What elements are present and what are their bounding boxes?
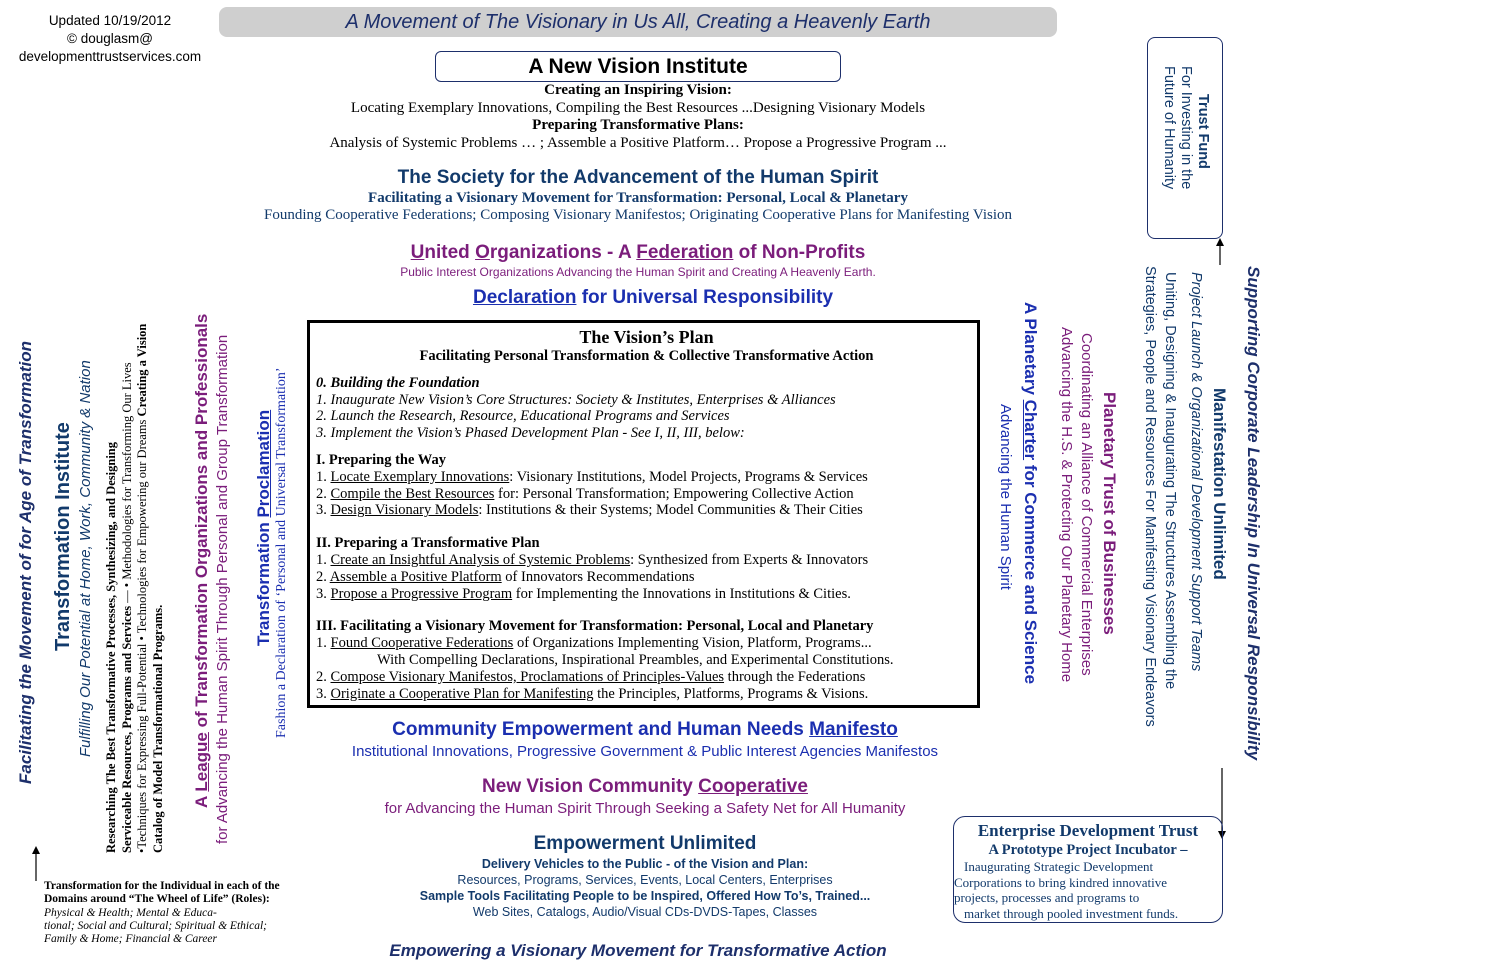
coop-title: New Vision Community Cooperative [482, 776, 808, 797]
community-block [290, 718, 1000, 761]
transformative-plans-head: Preparing Transformative Plans: [532, 117, 744, 133]
league-title: A League of Transformation Organizations and Professionals [192, 313, 211, 808]
s2-item-3: 3. Propose a Progressive Program for Implementing the Innovations in Institutions & Cities. [316, 585, 851, 602]
transformation-institute-sub: Fulfilling Our Potential at Home, Work, Community & Nation [77, 360, 94, 757]
plan-subtitle: Facilitating Personal Transformation & Collective Transformative Action [419, 348, 874, 364]
updated-date: Updated 10/19/2012 [48, 13, 172, 28]
copyright: © douglasm@ [67, 31, 153, 46]
society-block [210, 166, 1066, 224]
edt-line-3: projects, processes and programs to [954, 890, 1140, 905]
community-sub: Institutional Innovations, Progressive Government & Public Interest Agencies Manifestos [351, 743, 939, 760]
edt-title: Enterprise Development Trust [977, 821, 1199, 840]
ptb-line-2: Advancing the H.S. & Protecting Our Planetary Home [1058, 327, 1075, 683]
ptb-line-1: Coordinating an Alliance of Commercial Enterprises [1078, 333, 1095, 676]
s1-head: I. Preparing the Way [316, 451, 446, 468]
society-line: Founding Cooperative Federations; Composing Visionary Manifestos; Originating Cooperative Plans for Manifesting Vision [264, 207, 1012, 223]
update-info [0, 12, 220, 66]
trust-fund-line-2: Future of Humanity [1161, 66, 1177, 190]
ptb-title: Planetary Trust of Businesses [1100, 392, 1119, 635]
empowerment-line-1: Delivery Vehicles to the Public - of the Vision and Plan: [481, 857, 809, 871]
empowerment-line-3: Sample Tools Facilitating People to be Inspired, Offered How To’s, Trained... [419, 889, 871, 903]
s1-item-1: 1. Locate Exemplary Innovations: Visionary Institutions, Model Projects, Programs & Services [316, 468, 868, 485]
researching-line-3: •Techniques for Expressing Full-Potential • Technologies for Empowering our Dreams Creating a Vision [135, 323, 149, 853]
institute-title-box [435, 51, 841, 82]
manifestation-title: Manifestation Unlimited [1210, 388, 1229, 580]
declaration-title: Declaration for Universal Responsibility [472, 287, 834, 308]
s3-item-1: 1. Found Cooperative Federations of Organizations Implementing Vision, Platform, Programs... [316, 635, 872, 652]
s1-item-2: 2. Compile the Best Resources for: Personal Transformation; Empowering Collective Action [316, 485, 854, 502]
wheel-line-3: Family & Home; Financial & Career [44, 933, 217, 946]
s3-item-1-cont: With Compelling Declarations, Inspirational Preambles, and Experimental Constitutions. [377, 651, 894, 668]
institute-block [240, 82, 1036, 152]
manifestation-line-1: Project Launch & Organizational Development Support Teams [1188, 272, 1204, 672]
s3-head: III. Facilitating a Visionary Movement for Transformation: Personal, Local and Planetary [316, 618, 874, 635]
researching-line-2: Serviceable Resources, Programs and Services — • Methodologies for Transforming Our Lives [119, 362, 134, 853]
s0-item-1: 1. Inaugurate New Vision’s Core Structures: Society & Institutes, Enterprises & Alliances [316, 391, 836, 408]
s1-item-3: 3. Design Visionary Models: Institutions & their Systems; Model Communities & Their Cities [316, 502, 863, 519]
wheel-line-1: Physical & Health; Mental & Educa- [44, 906, 217, 919]
domain: developmenttrustservices.com [18, 49, 202, 64]
planetary-charter-sub: Advancing the Human Spirit [997, 404, 1014, 590]
s2-head: II. Preparing a Transformative Plan [316, 535, 540, 552]
united-title: United Organizations - A Federation of Non-Profits [410, 242, 866, 263]
inspiring-vision-head: Creating an Inspiring Vision: [544, 82, 732, 98]
edt-line-2: Corporations to bring kindred innovative [954, 874, 1168, 890]
proclamation-title: Transformation Proclamation [254, 409, 273, 646]
league-sub: for Advancing the Human Spirit Through Personal and Group Transformation [214, 334, 231, 844]
researching-block [104, 324, 166, 853]
united-block [300, 241, 976, 280]
wheel-head-2: Domains around “The Wheel of Life” (Roles): [44, 893, 270, 906]
empowerment-line-2: Resources, Programs, Services, Events, Local Centers, Enterprises [457, 873, 833, 887]
empowerment-line-4: Web Sites, Catalogs, Audio/Visual CDs-DVDS-Tapes, Classes [472, 905, 818, 919]
up-arrow-icon [30, 846, 42, 882]
vision-plan-box [307, 320, 980, 708]
s2-item-1: 1. Create an Insightful Analysis of Systemic Problems: Synthesized from Experts & Innovators [316, 551, 869, 568]
facilitating-movement-label: Facilitating the Movement of for Age of Transformation [16, 341, 35, 784]
wheel-of-life-block [44, 880, 334, 946]
institute-title: A New Vision Institute [528, 55, 748, 78]
top-banner [219, 7, 1057, 37]
trust-fund-title: Trust Fund [1195, 94, 1211, 169]
transformative-plans-line: Analysis of Systemic Problems … ; Assemble a Positive Platform… Propose a Progressive Program ... [329, 134, 947, 151]
researching-line-4: Catalog of Model Transformational Programs. [150, 604, 165, 853]
coop-block [290, 775, 1000, 818]
footer-title: Empowering a Visionary Movement for Transformative Action [389, 941, 887, 960]
banner-title: A Movement of The Visionary in Us All, Creating a Heavenly Earth [345, 11, 931, 33]
wheel-line-2: tional; Social and Cultural; Spiritual & Ethical; [44, 919, 267, 932]
society-sub: Facilitating a Visionary Movement for Transformation: Personal, Local & Planetary [368, 190, 908, 206]
supporting-leadership-label: Supporting Corporate Leadership In Universal Responsibility [1244, 266, 1263, 761]
coop-sub: for Advancing the Human Spirit Through Seeking a Safety Net for All Humanity [384, 800, 906, 817]
s3-item-3: 3. Originate a Cooperative Plan for Manifesting the Principles, Platforms, Programs & Visions. [316, 685, 869, 702]
s0-item-3: 3. Implement the Vision’s Phased Development Plan - See I, II, III, below: [316, 425, 745, 442]
edt-line-1: Inaugurating Strategic Development [964, 859, 1154, 874]
s0-item-2: 2. Launch the Research, Resource, Educational Programs and Services [316, 408, 730, 425]
edt-sub: A Prototype Project Incubator – [988, 842, 1188, 858]
s2-item-2: 2. Assemble a Positive Platform of Innovators Recommendations [316, 568, 695, 585]
transformation-institute-title: Transformation Institute [52, 422, 74, 651]
manifestation-line-2: Uniting, Designing & Inaugurating The Structures Assembling the [1162, 272, 1178, 690]
s0-head: 0. Building the Foundation [316, 374, 480, 391]
society-title: The Society for the Advancement of the Human Spirit [397, 167, 879, 188]
planetary-charter-title: A Planetary Charter for Commerce and Science [1021, 302, 1040, 685]
enterprise-trust-box [953, 816, 1223, 923]
researching-line-1: Researching The Best Transformative Processes, Synthesizing, and Designing [104, 441, 118, 853]
up-arrow-icon [1214, 238, 1226, 266]
plan-title: The Vision’s Plan [579, 327, 714, 347]
trust-fund-line-1: For Investing in the [1178, 66, 1194, 190]
community-title: Community Empowerment and Human Needs Manifesto [392, 719, 898, 740]
edt-line-4: market through pooled investment funds. [964, 905, 1179, 921]
manifestation-line-3: Strategies, People and Resources For Manifesting Visionary Endeavors [1142, 266, 1158, 727]
inspiring-vision-line: Locating Exemplary Innovations, Compiling the Best Resources ...Designing Visionary Models [350, 99, 926, 116]
s3-item-2: 2. Compose Visionary Manifestos, Proclamations of Principles-Values through the Federations [316, 668, 866, 685]
empowerment-block [345, 832, 945, 920]
proclamation-sub: Fashion a Declaration of ‘Personal and Universal Transformation’ [274, 367, 289, 738]
empowerment-title: Empowerment Unlimited [533, 833, 757, 854]
wheel-head-1: Transformation for the Individual in each of the [44, 880, 280, 892]
united-sub: Public Interest Organizations Advancing the Human Spirit and Creating A Heavenly Earth. [400, 265, 876, 279]
